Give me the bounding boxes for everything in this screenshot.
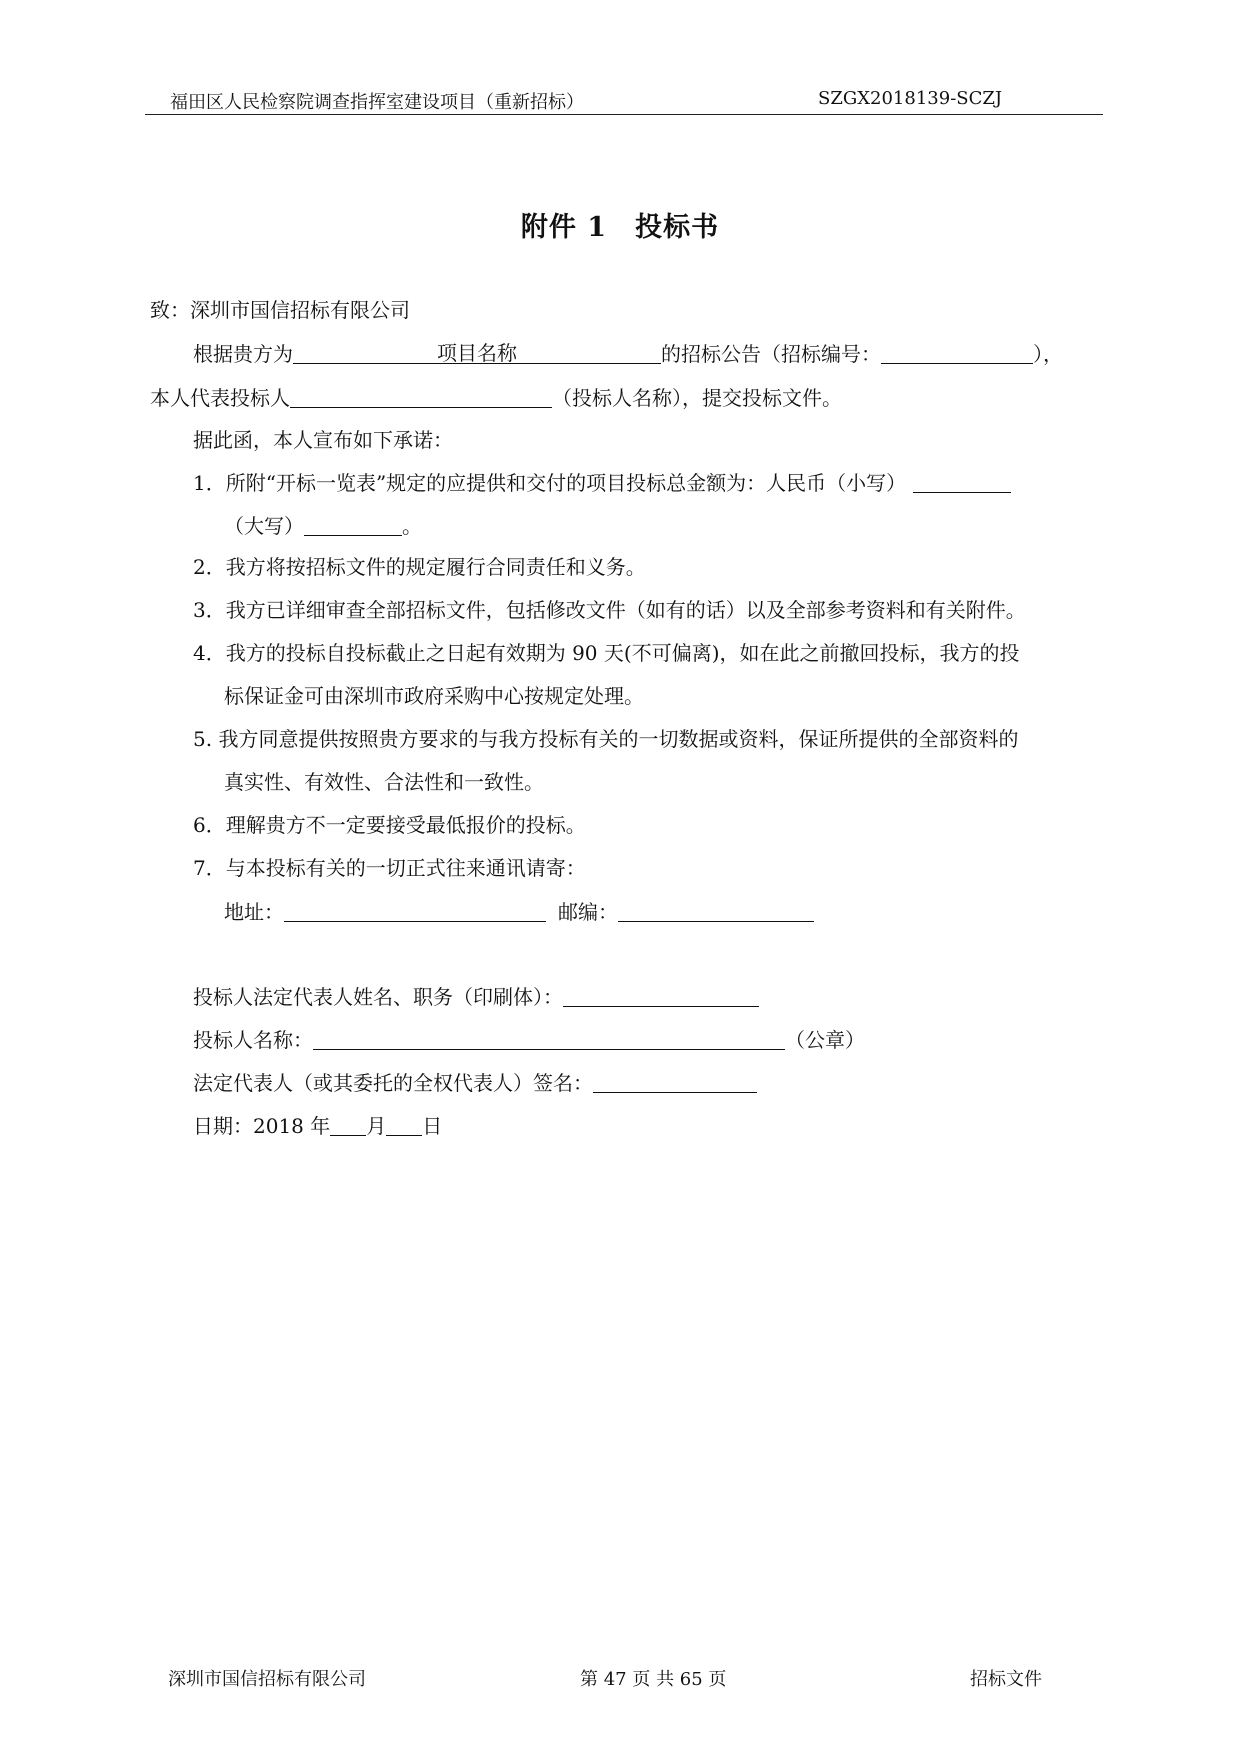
month-blank[interactable]	[330, 1115, 366, 1136]
project-name-blank[interactable]	[293, 343, 661, 364]
rep-name-label: 投标人法定代表人姓名、职务（印刷体）：	[193, 985, 563, 1009]
item-7: 7．与本投标有关的一切正式往来通讯请寄：	[193, 856, 586, 880]
item-2: 2．我方将按招标文件的规定履行合同责任和义务。	[193, 555, 646, 579]
bidder-name-sign-blank[interactable]	[313, 1029, 785, 1050]
intro-mid: 的招标公告（招标编号：	[661, 342, 881, 366]
date-line	[193, 1115, 442, 1136]
signature-blank[interactable]	[593, 1072, 757, 1093]
postcode-label: 邮编：	[558, 900, 618, 924]
rep-name-line	[193, 986, 759, 1007]
footer-company: 深圳市国信招标有限公司	[168, 1669, 366, 1690]
bidder-name-blank[interactable]	[290, 387, 552, 408]
header-divider	[145, 114, 1103, 115]
item-1-line-2	[224, 515, 422, 536]
signer-label: 法定代表人（或其委托的全权代表人）签名：	[193, 1071, 593, 1095]
tender-number-blank[interactable]	[881, 343, 1033, 364]
item-1-uppercase-label: （大写）	[224, 514, 304, 538]
postcode-blank[interactable]	[618, 901, 814, 922]
intro-line-1	[193, 343, 1063, 364]
bidder-name-line	[193, 1029, 865, 1050]
footer-page-info: 第 47 页 共 65 页	[580, 1669, 727, 1690]
signer-line	[193, 1072, 757, 1093]
item-1-text: 1．所附“开标一览表”规定的应提供和交付的项目投标总金额为：人民币（小写）	[193, 471, 907, 495]
month-label: 月	[366, 1114, 387, 1138]
header-project-code: SZGX2018139-SCZJ	[818, 88, 1003, 109]
salutation: 致：深圳市国信招标有限公司	[150, 298, 410, 322]
bidder-name-label: 投标人名称：	[193, 1028, 313, 1052]
date-year: 日期：2018 年	[193, 1114, 331, 1138]
declaration: 据此函，本人宣布如下承诺：	[193, 428, 453, 452]
item-6: 6．理解贵方不一定要接受最低报价的投标。	[193, 813, 586, 837]
intro-line-2-prefix: 本人代表投标人	[150, 386, 290, 410]
intro-prefix: 根据贵方为	[193, 342, 293, 366]
item-4-line-2: 标保证金可由深圳市政府采购中心按规定处理。	[224, 684, 644, 708]
amount-uppercase-blank[interactable]	[304, 515, 402, 536]
day-blank[interactable]	[386, 1115, 422, 1136]
item-1-period: 。	[402, 514, 422, 538]
item-3: 3．我方已详细审查全部招标文件，包括修改文件（如有的话）以及全部参考资料和有关附件。	[193, 598, 1026, 622]
amount-lowercase-blank[interactable]	[913, 472, 1011, 493]
rep-name-blank[interactable]	[563, 986, 759, 1007]
item-5-line-2: 真实性、有效性、合法性和一致性。	[224, 770, 544, 794]
project-name-placeholder: 项目名称	[437, 341, 517, 365]
intro-line-2-suffix: （投标人名称），提交投标文件。	[552, 386, 842, 410]
intro-line-2	[150, 387, 842, 408]
day-label: 日	[422, 1114, 443, 1138]
intro-suffix: ），	[1033, 342, 1063, 366]
item-5-line-1: 5. 我方同意提供按照贵方要求的与我方投标有关的一切数据或资料，保证所提供的全部资料的	[193, 727, 1019, 751]
header-project-title: 福田区人民检察院调查指挥室建设项目（重新招标）	[170, 92, 584, 113]
page-title: 附件 1 投标书	[520, 212, 720, 243]
address-blank[interactable]	[284, 901, 546, 922]
item-4-line-1: 4．我方的投标自投标截止之日起有效期为 90 天(不可偏离)，如在此之前撤回投标，我方的投	[193, 641, 1020, 665]
address-line	[224, 901, 814, 922]
seal-label: （公章）	[785, 1028, 865, 1052]
address-label: 地址：	[224, 900, 284, 924]
footer-doc-type: 招标文件	[970, 1669, 1042, 1690]
item-1-line-1	[193, 472, 1011, 493]
